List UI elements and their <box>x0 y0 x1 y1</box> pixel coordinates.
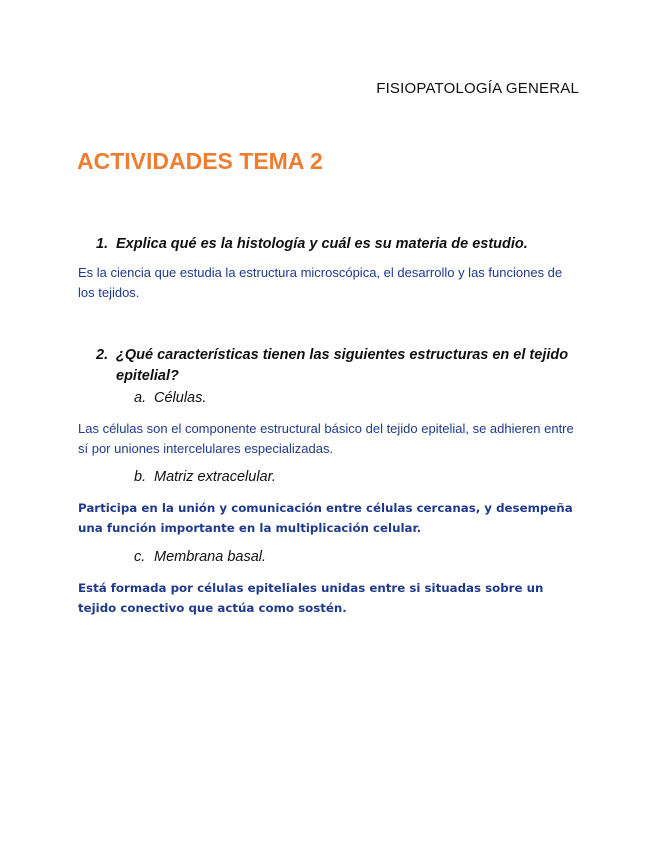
answer-2b: Participa en la unión y comunicación entre células cercanas, y desempeña una función importante en la multiplicación celular. <box>78 501 573 535</box>
subitem-letter: b. <box>134 469 147 485</box>
subitem-label: Células. <box>154 390 207 406</box>
subitem-letter: c. <box>134 549 146 565</box>
subitem-label: Membrana basal. <box>154 549 267 565</box>
question-2 <box>96 345 596 387</box>
question-text-line1: ¿Qué características tienen las siguientes estructuras en el tejido <box>116 347 569 363</box>
question-text: Explica qué es la histología y cuál es su materia de estudio. <box>116 236 528 252</box>
question-number: 1. <box>96 236 109 252</box>
question-1 <box>96 234 528 255</box>
document-title: ACTIVIDADES TEMA 2 <box>77 148 323 174</box>
question-number: 2. <box>96 347 109 363</box>
answer-2c: Está formada por células epiteliales unidas entre si situadas sobre un tejido conectivo que actúa como sostén. <box>78 581 544 615</box>
subitem-b <box>134 469 276 485</box>
answer-2a: Las células son el componente estructural básico del tejido epitelial, se adhieren entre sí por uniones intercelulares especializadas. <box>78 421 574 456</box>
answer-1: Es la ciencia que estudia la estructura microscópica, el desarrollo y las funciones de los tejidos. <box>78 265 563 300</box>
subitem-letter: a. <box>134 390 147 406</box>
subitem-a <box>134 390 206 406</box>
subitem-c <box>134 549 266 565</box>
subitem-label: Matriz extracelular. <box>154 469 276 485</box>
question-text-line2: epitelial? <box>116 368 179 384</box>
document-header: FISIOPATOLOGÍA GENERAL <box>376 80 579 97</box>
